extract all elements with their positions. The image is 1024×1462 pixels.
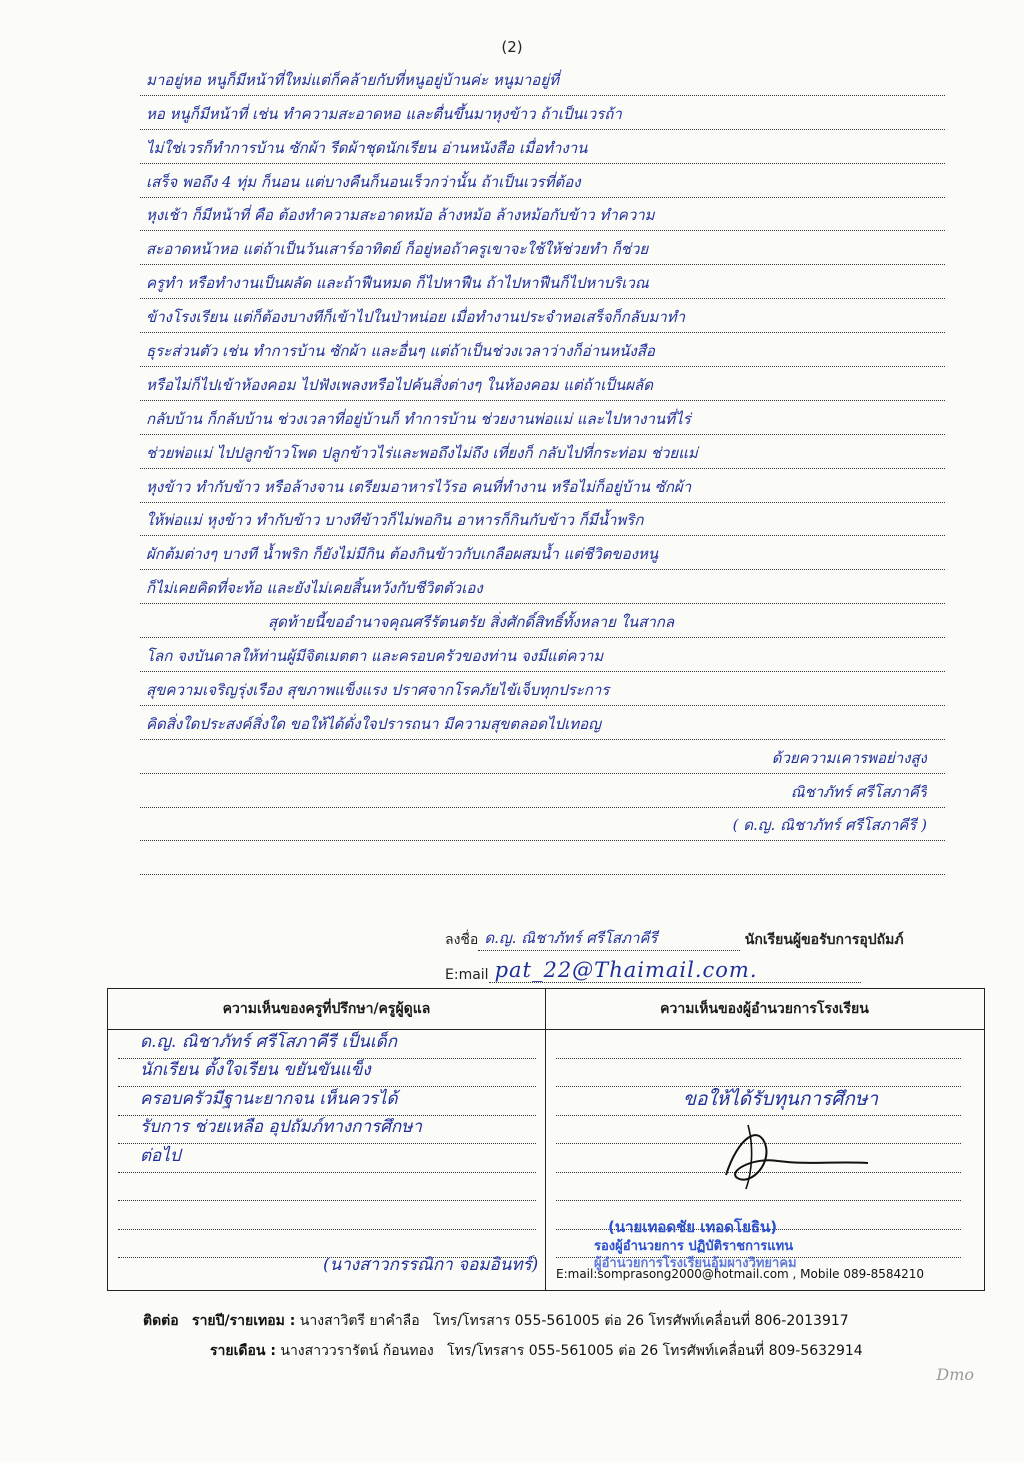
letter-line-text: ผักต้มต่างๆ บางที น้ำพริก ก็ยังไม่มีกิน ต้องกินข้าวกับเกลือผสมน้ำ แต่ชีวิตของหนู (146, 545, 659, 564)
teacher-comment-text: ต่อไป (140, 1145, 181, 1166)
teacher-signature: (นางสาวกรรณิกา จอมอินทร์) (323, 1255, 539, 1275)
footer-contact-label: ติดต่อ (143, 1313, 179, 1329)
signature-label: ลงชื่อ (445, 932, 479, 948)
letter-line (140, 536, 945, 570)
footer-row-1 (143, 1310, 1024, 1332)
letter-line-text: เสร็จ พอถึง 4 ทุ่ม ก็นอน แต่บางคืนก็นอนเร็วกว่านั้น ถ้าเป็นเวรที่ต้อง (146, 172, 581, 191)
letter-line-text: มาอยู่หอ หนูก็มีหน้าที่ใหม่แต่ก็คล้ายกับที่หนูอยู่บ้านค่ะ หนูมาอยู่ที่ (146, 70, 559, 89)
teacher-comment-text: รับการ ช่วยเหลือ อุปถัมภ์ทางการศึกษา (140, 1117, 422, 1137)
letter-line-text: กลับบ้าน ก็กลับบ้าน ช่วงเวลาที่อยู่บ้านก็ ทำการบ้าน ช่วยงานพ่อแม่ และไปหางานที่ไร่ (146, 409, 691, 428)
teacher-comment-text: นักเรียน ตั้งใจเรียน ขยันขันแข็ง (140, 1060, 371, 1080)
letter-line-text: ธุระส่วนตัว เช่น ทำการบ้าน ซักผ้า และอื่นๆ แต่ถ้าเป็นช่วงเวลาว่างก็อ่านหนังสือ (146, 342, 655, 361)
footer-row1-phone: โทร/โทรสาร 055-561005 ต่อ 26 โทรศัพท์เคลื่อนที่ 806-2013917 (433, 1313, 849, 1329)
signature-row (445, 926, 904, 951)
teacher-comment-line (118, 1201, 536, 1230)
letter-line-text: หอ หนูก็มีหน้าที่ เช่น ทำความสะอาดหอ และตื่นขึ้นมาหุงข้าว ถ้าเป็นเวรถ้า (146, 104, 622, 123)
email-label: E:mail (445, 967, 489, 983)
footer-row1-label: รายปี/รายเทอม : (192, 1313, 296, 1329)
footer-row-2 (210, 1340, 1024, 1362)
letter-line (140, 198, 945, 232)
director-comment-header: ความเห็นของผู้อำนวยการโรงเรียน (545, 989, 984, 1030)
letter-line-text: หุงเช้า ก็มีหน้าที่ คือ ต้องทำความสะอาดหม้อ ล้างหม้อ ล้างหม้อกับข้าว ทำความ (146, 206, 655, 225)
letter-body (140, 62, 945, 875)
director-title: รองผู้อำนวยการ ปฏิบัติราชการแทน (594, 1239, 794, 1254)
letter-line-text: ณิชาภัทร์ ศรีโสภาคีรี (790, 782, 927, 801)
letter-line (140, 740, 945, 774)
letter-line (140, 96, 945, 130)
teacher-comment-line (118, 1116, 536, 1145)
letter-line (140, 333, 945, 367)
letter-line-text: หรือไม่ก็ไปเข้าห้องคอม ไปฟังเพลงหรือไปค้นสิ่งต่างๆ ในห้องคอม แต่ถ้าเป็นผลัด (146, 375, 653, 394)
letter-line-text: สุขความเจริญรุ่งเรือง สุขภาพแข็งแรง ปราศจากโรคภัยไข้เจ็บทุกประการ (146, 680, 610, 699)
letter-line-text: สุดท้ายนี้ขออำนาจคุณศรีรัตนตรัย สิ่งศักดิ์สิทธิ์ทั้งหลาย ในสากล (268, 613, 675, 632)
letter-line-text: คิดสิ่งใดประสงค์สิ่งใด ขอให้ได้ดั่งใจปรารถนา มีความสุขตลอดไปเทอญ (146, 714, 601, 733)
director-note: ขอให้ได้รับทุนการศึกษา (683, 1088, 879, 1110)
teacher-comment-line (118, 1087, 536, 1116)
letter-line (140, 774, 945, 808)
letter-line-text: สะอาดหน้าหอ แต่ถ้าเป็นวันเสาร์อาทิตย์ ก็อยู่หอถ้าครูเขาจะใช้ให้ช่วยทำ ก็ช่วย (146, 240, 649, 259)
letter-line (140, 164, 945, 198)
letter-line-text: หุงข้าว ทำกับข้าว หรือล้างจาน เตรียมอาหารไว้รอ คนที่ทำงาน หรือไม่ก็อยู่บ้าน ซักผ้า (146, 477, 692, 496)
director-contact: E:mail:somprasong2000@hotmail.com , Mobile 089-8584210 (556, 1267, 925, 1281)
director-name: (นายเทอดชัย เทอดโยธิน) (608, 1218, 778, 1236)
letter-line-text: ด้วยความเคารพอย่างสูง (771, 748, 927, 767)
letter-line-text: ( ด.ญ. ณิชาภัทร์ ศรีโสภาคีรี ) (732, 816, 927, 835)
teacher-comment-line (118, 1059, 536, 1088)
letter-line-text: ไม่ใช่เวรก็ทำการบ้าน ซักผ้า รีดผ้าชุดนักเรียน อ่านหนังสือ เมื่อทำงาน (146, 138, 588, 157)
footer-row1-name: นางสาวิตรี ยาคำลือ (299, 1313, 420, 1329)
signature-name: ด.ญ. ณิชาภัทร์ ศรีโสภาคีรี (478, 926, 740, 951)
letter-line (140, 265, 945, 299)
teacher-comment-line (118, 1144, 536, 1173)
letter-line (140, 638, 945, 672)
signature-role: นักเรียนผู้ขอรับการอุปถัมภ์ (744, 932, 904, 948)
email-row (445, 958, 861, 983)
director-comment-line (556, 1059, 961, 1088)
letter-line (140, 808, 945, 842)
footer-row2-label: รายเดือน : (210, 1343, 276, 1359)
letter-line (140, 435, 945, 469)
letter-line-text: ให้พ่อแม่ หุงข้าว ทำกับข้าว บางทีข้าวก็ไม่พอกิน อาหารก็กินกับข้าว ก็มีน้ำพริก (146, 511, 644, 530)
director-school-stamp: ผู้อำนวยการโรงเรียนอุ้มผางวิทยาคม (594, 1256, 797, 1271)
teacher-comment-line (118, 1030, 536, 1059)
letter-line (140, 503, 945, 537)
page-number: (2) (501, 38, 523, 56)
letter-line (140, 130, 945, 164)
letter-line-text: ช่วยพ่อแม่ ไปปลูกข้าวโพด ปลูกข้าวไร่และพอถึงไม่ถึง เที่ยงก็ กลับไปที่กระท่อม ช่วยแม่ (146, 443, 698, 462)
letter-line (140, 231, 945, 265)
teacher-comment-lines (118, 1030, 536, 1258)
footer-row2-phone: โทร/โทรสาร 055-561005 ต่อ 26 โทรศัพท์เคลื่อนที่ 809-5632914 (447, 1343, 863, 1359)
letter-line (140, 672, 945, 706)
letter-line-text: ข้างโรงเรียน แต่ก็ต้องบางทีก็เข้าไปในป่าหน่อย เมื่อทำงานประจำหอเสร็จก็กลับมาทำ (146, 308, 686, 327)
teacher-comment-text: ด.ญ. ณิชาภัทร์ ศรีโสภาคีรี เป็นเด็ก (140, 1031, 397, 1052)
letter-line (140, 570, 945, 604)
corner-mark: Dmo (936, 1365, 974, 1384)
letter-line (140, 62, 945, 96)
teacher-comment-header: ความเห็นของครูที่ปรึกษา/ครูผู้ดูแล (108, 989, 545, 1030)
director-comment-line (556, 1030, 961, 1059)
letter-line (140, 299, 945, 333)
letter-line-text: โลก จงบันดาลให้ท่านผู้มีจิตเมตตา และครอบครัวของท่าน จงมีแต่ความ (146, 647, 604, 666)
letter-line (140, 367, 945, 401)
comment-box (107, 988, 985, 1291)
teacher-comment-text: ครอบครัวมีฐานะยากจน เห็นควรได้ (140, 1088, 398, 1109)
footer-row2-name: นางสาววรารัตน์ ก้อนทอง (280, 1343, 434, 1359)
letter-line (140, 401, 945, 435)
email-value: pat_22@Thaimail.com. (489, 958, 861, 983)
signature-scribble-icon (708, 1117, 878, 1197)
letter-line-text: ครูทำ หรือทำงานเป็นผลัด และถ้าฟืนหมด ก็ไปหาฟืน ถ้าไปหาฟืนก็ไปหาบริเวณ (146, 274, 649, 293)
director-handwritten-signature (708, 1117, 878, 1201)
letter-line (140, 469, 945, 503)
box-divider (545, 989, 546, 1290)
teacher-comment-line (118, 1173, 536, 1202)
letter-line (140, 604, 945, 638)
letter-line-text: ก็ไม่เคยคิดที่จะท้อ และยังไม่เคยสิ้นหวังกับชีวิตตัวเอง (146, 579, 483, 598)
letter-line (140, 706, 945, 740)
letter-line (140, 841, 945, 875)
